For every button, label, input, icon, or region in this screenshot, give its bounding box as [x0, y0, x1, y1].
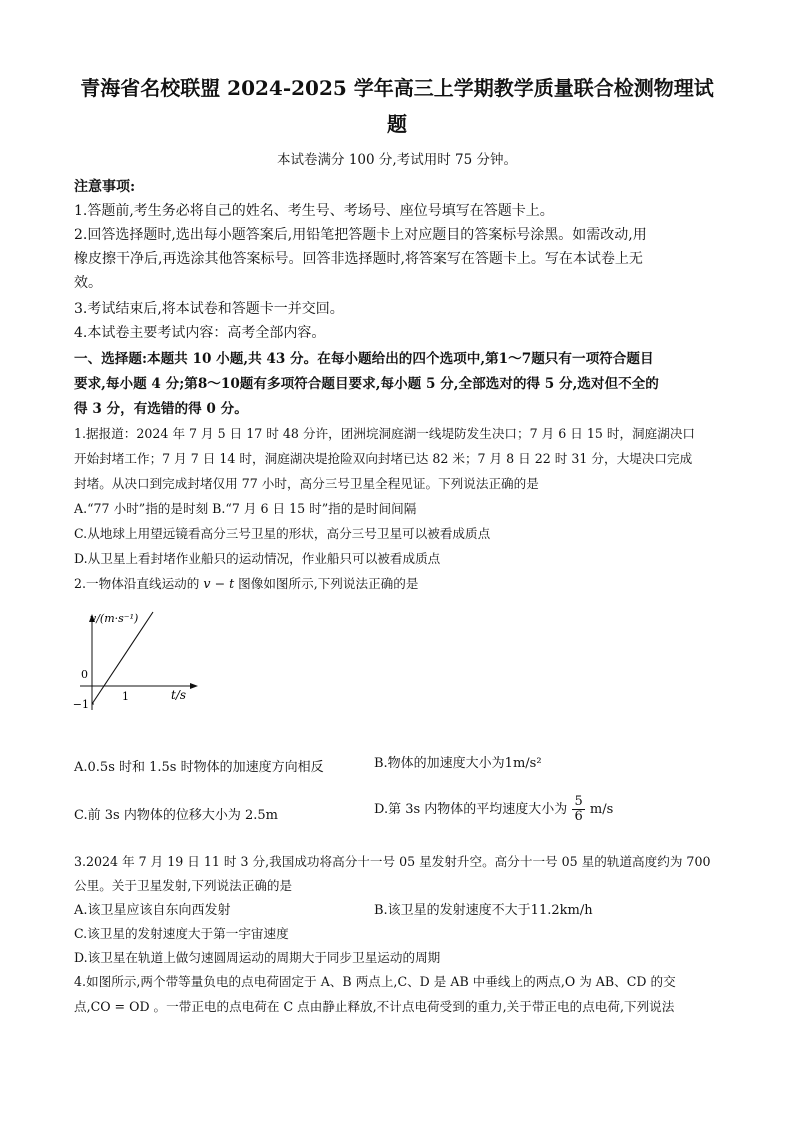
q2-stem-pre: 2.一物体沿直线运动的: [74, 576, 200, 591]
q1-stem-1: 1.据报道：2024 年 7 月 5 日 17 时 48 分许，团洲垸洞庭湖一线堤防发生决口；7 月 6 日 15 时，洞庭湖决口: [74, 426, 696, 441]
t-axis-label: t/s: [171, 688, 187, 702]
q2-option-d: [374, 795, 613, 824]
notice-item-1: 1.答题前,考生务必将自己的姓名、考生号、考场号、座位号填写在答题卡上。: [74, 203, 554, 219]
q1-option-d: D.从卫星上看封堵作业船只的运动情况，作业船只可以被看成质点: [74, 551, 441, 566]
q2-option-d-pre: D.第 3s 内物体的平均速度大小为: [374, 802, 568, 817]
origin-label: 0: [81, 668, 88, 681]
notice-item-4: 4.本试卷主要考试内容：高考全部内容。: [74, 325, 326, 341]
q1-stem-3: 封堵。从决口到完成封堵仅用 77 小时，高分三号卫星全程见证。下列说法正确的是: [74, 476, 539, 491]
q2-stem: [74, 573, 734, 592]
q2-option-d-fraction: [572, 795, 584, 824]
v-axis-label: v/(m·s⁻¹): [90, 612, 139, 625]
t-axis-arrow: [190, 683, 198, 689]
exam-title-line1: 青海省名校联盟 2024-2025 学年高三上学期教学质量联合检测物理试: [80, 76, 714, 100]
q1-options-ab: A.“77 小时”指的是时刻 B.“7 月 6 日 15 时”指的是时间间隔: [74, 501, 417, 516]
section1-line3: 得 3 分，有选错的得 0 分。: [74, 401, 248, 417]
q3-option-d: D.该卫星在轨道上做匀速圆周运动的周期大于同步卫星运动的周期: [74, 950, 441, 965]
section1-line1: 一、选择题:本题共 10 小题,共 43 分。在每小题给出的四个选项中,第1～7题只有一项符合题目: [74, 351, 654, 367]
notice-heading: 注意事项:: [74, 179, 136, 195]
q2-option-c: C.前 3s 内物体的位移大小为 2.5m: [74, 808, 278, 823]
q1-stem-2: 开始封堵工作；7 月 7 日 14 时，洞庭湖决堤抢险双向封堵已达 82 米；7 月 8 日 22 时 31 分，大堤决口完成: [74, 451, 693, 466]
q3-option-c: C.该卫星的发射速度大于第一宇宙速度: [74, 926, 289, 941]
q3-stem-1: 3.2024 年 7 月 19 日 11 时 3 分,我国成功将高分十一号 05 星发射升空。高分十一号 05 星的轨道高度约为 700: [74, 854, 711, 869]
q4-stem-1: 4.如图所示,两个带等量负电的点电荷固定于 A、B 两点上,C、D 是 AB 中垂线上的两点,O 为 AB、CD 的交: [74, 974, 676, 989]
q3-stem-2: 公里。关于卫星发射,下列说法正确的是: [74, 878, 293, 893]
notice-item-2a: 2.回答选择题时,选出每小题答案后,用铅笔把答题卡上对应题目的答案标号涂黑。如需改动,用: [74, 227, 647, 243]
notice-item-2c: 效。: [74, 275, 102, 291]
exam-subtitle: 本试卷满分 100 分,考试用时 75 分钟。: [277, 152, 517, 168]
v-neg-one-label: −1: [72, 698, 89, 711]
exam-title-line2: 题: [387, 112, 407, 136]
fraction-denominator: 6: [574, 809, 583, 824]
q2-option-a: A.0.5s 时和 1.5s 时物体的加速度方向相反: [74, 760, 324, 775]
vt-graph: [72, 608, 198, 718]
notice-item-2b: 橡皮擦干净后,再选涂其他答案标号。回答非选择题时,将答案写在答题卡上。写在本试卷上无: [74, 251, 643, 267]
q3-option-a: A.该卫星应该自东向西发射: [74, 903, 231, 918]
q4-stem-2: 点,CO = OD 。一带正电的点电荷在 C 点由静止释放,不计点电荷受到的重力,关于带正电的点电荷,下列说法: [74, 999, 675, 1014]
section1-line2: 要求,每小题 4 分;第8～10题有多项符合题目要求,每小题 5 分,全部选对的得 5 分,选对但不全的: [74, 376, 659, 392]
t-one-label: 1: [122, 690, 129, 703]
q2-stem-var: v − t: [203, 576, 235, 591]
q2-option-b: B.物体的加速度大小为1m/s²: [374, 756, 542, 771]
q1-option-c: C.从地球上用望远镜看高分三号卫星的形状，高分三号卫星可以被看成质点: [74, 526, 491, 541]
q2-option-d-unit: m/s: [589, 802, 614, 817]
fraction-numerator: 5: [574, 794, 583, 809]
notice-item-3: 3.考试结束后,将本试卷和答题卡一并交回。: [74, 301, 344, 317]
q2-stem-post: 图像如图所示,下列说法正确的是: [238, 576, 419, 591]
q3-option-b: B.该卫星的发射速度不大于11.2km/h: [374, 903, 593, 918]
